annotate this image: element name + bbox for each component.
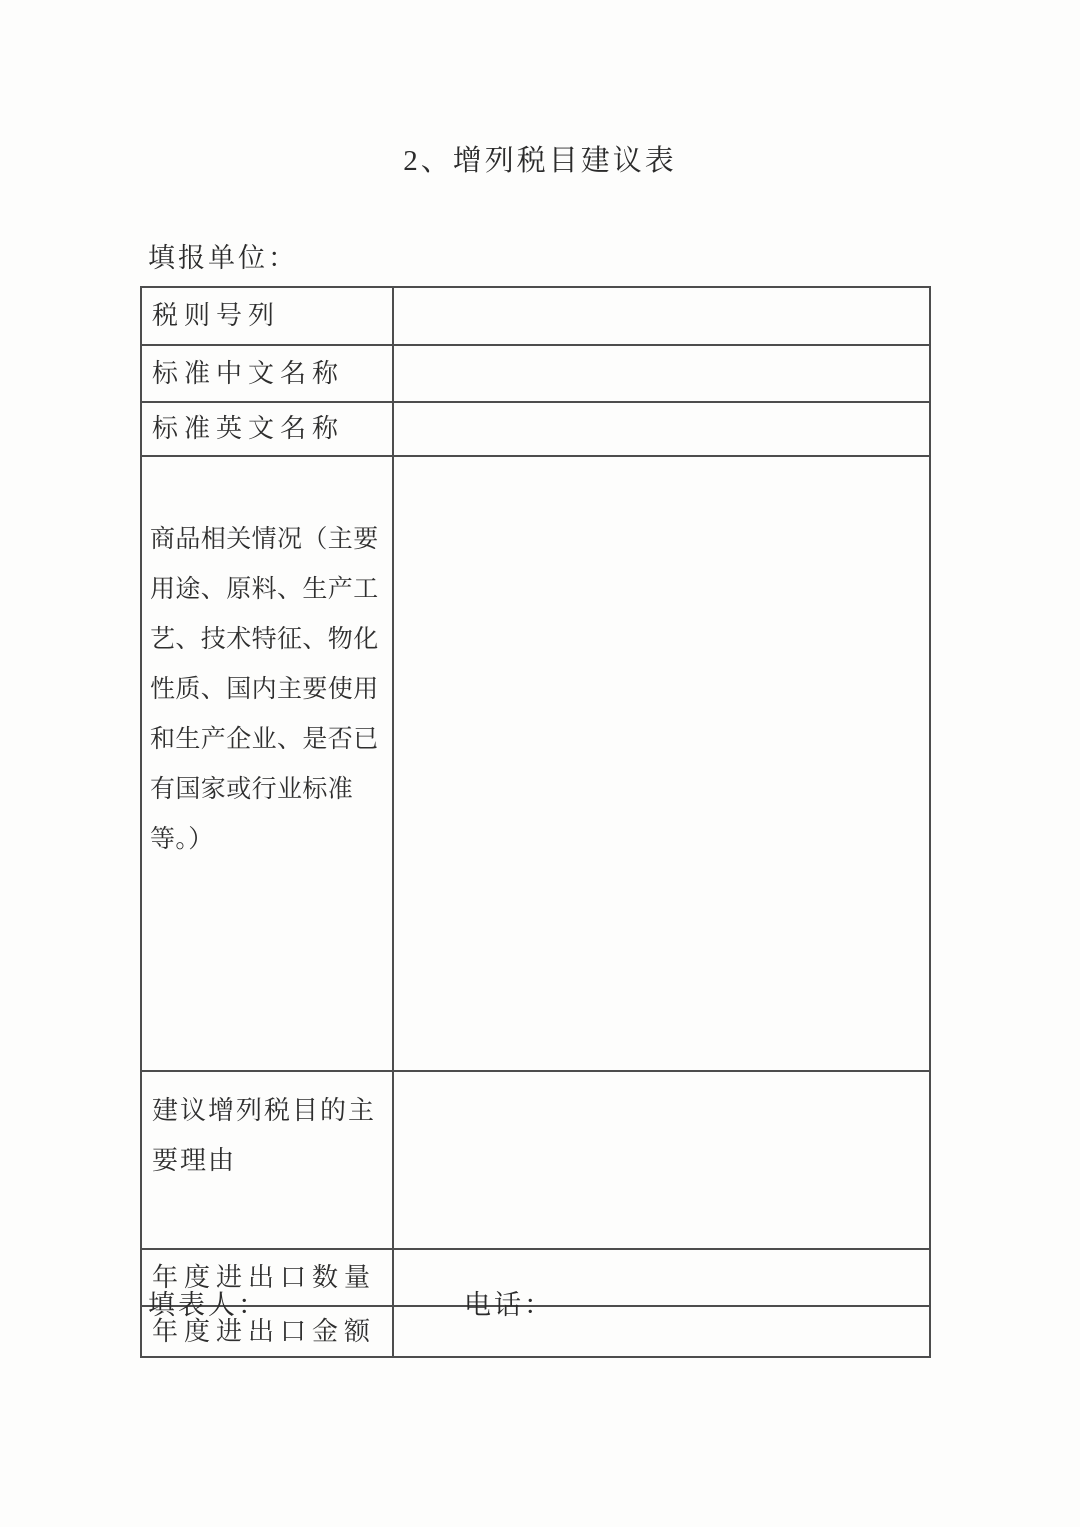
row-label-commodity-details: 商品相关情况（主要用途、原料、生产工艺、技术特征、物化性质、国内主要使用和生产企业、是否已有国家或行业标准等。）: [141, 456, 393, 1071]
tariff-item-proposal-table: [140, 286, 931, 1358]
row-label-annual-import-export-quantity: 年度进出口数量: [141, 1249, 393, 1306]
page-title: 2、增列税目建议表: [403, 145, 677, 177]
form-filler-label: 填表人：: [148, 1290, 268, 1320]
row-value-main-reasons: [393, 1071, 930, 1249]
row-label-chinese-name: 标准中文名称: [141, 345, 393, 402]
table-row: [141, 287, 930, 345]
phone-label: 电话：: [464, 1290, 554, 1320]
row-label-english-name: 标准英文名称: [141, 402, 393, 456]
row-value-tariff-code: [393, 287, 930, 345]
row-value-commodity-details: [393, 456, 930, 1071]
table-row: [141, 345, 930, 402]
table-row: [141, 456, 930, 1071]
reporting-unit-label: 填报单位：: [148, 243, 298, 273]
row-label-tariff-code: 税则号列: [141, 287, 393, 345]
row-value-english-name: [393, 402, 930, 456]
row-label-main-reasons: 建议增列税目的主要理由: [141, 1071, 393, 1249]
footer: [148, 1283, 554, 1322]
row-label-annual-import-export-value: 年度进出口金额: [141, 1306, 393, 1357]
table-row: [141, 1071, 930, 1249]
table-row: [141, 402, 930, 456]
row-value-chinese-name: [393, 345, 930, 402]
